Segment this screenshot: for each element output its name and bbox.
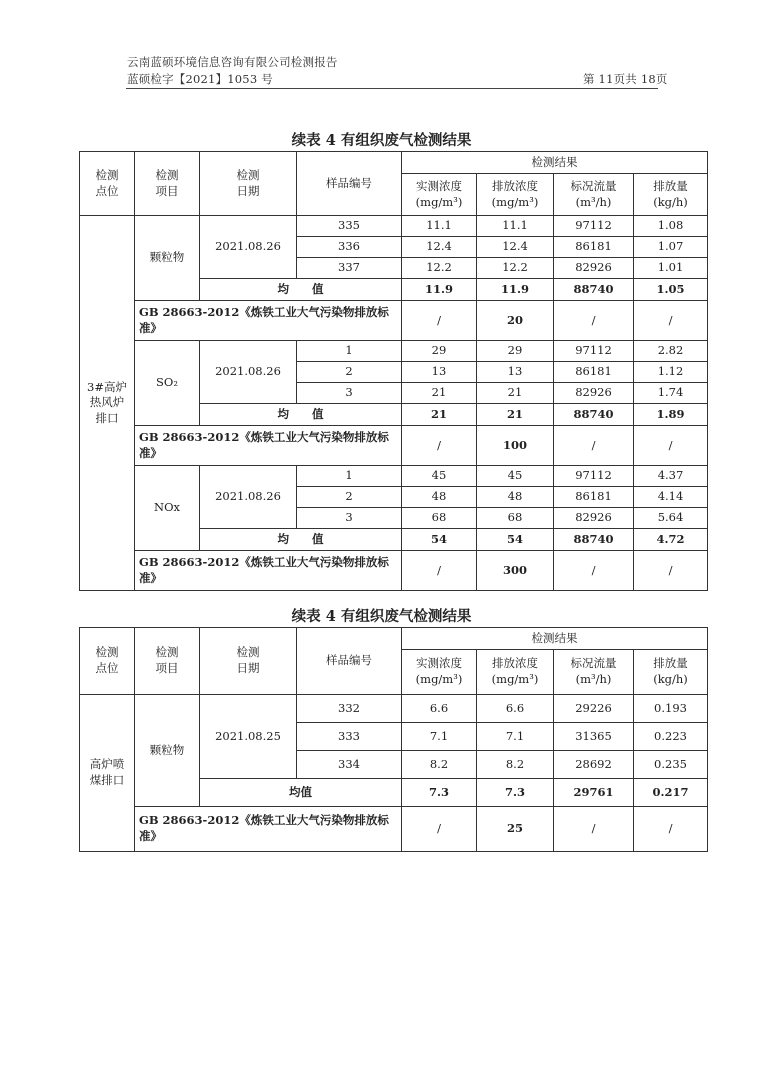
- data-cell: 97112: [554, 341, 634, 362]
- average-label: 均 值: [200, 529, 402, 551]
- table1: [79, 151, 708, 591]
- sample-id: 1: [297, 341, 402, 362]
- data-cell: 97112: [554, 466, 634, 487]
- standard-limit: 25: [477, 807, 554, 852]
- standard-limit: 100: [477, 426, 554, 466]
- date-cell: 2021.08.26: [200, 466, 297, 529]
- data-cell: 1.74: [634, 383, 708, 404]
- col-header-measured-conc: 实测浓度 (mg/m³): [402, 174, 477, 216]
- data-cell: 82926: [554, 383, 634, 404]
- data-cell: 82926: [554, 508, 634, 529]
- table-row: [80, 341, 708, 362]
- data-cell: 1.07: [634, 237, 708, 258]
- data-cell: 12.4: [477, 237, 554, 258]
- standard-cell: /: [554, 426, 634, 466]
- standard-label: GB 28663-2012《炼铁工业大气污染物排放标准》: [135, 426, 402, 466]
- table1-title: 续表 4 有组织废气检测结果: [291, 132, 472, 149]
- page-indicator: 第 11页共 18页: [583, 72, 668, 86]
- sampling-point: 高炉喷 煤排口: [80, 695, 135, 852]
- average-cell: 88740: [554, 529, 634, 551]
- report-number: 蓝硕检字【2021】1053 号: [127, 72, 273, 86]
- data-cell: 8.2: [402, 751, 477, 779]
- data-cell: 11.1: [477, 216, 554, 237]
- standard-limit: 20: [477, 301, 554, 341]
- col-header-sample: 样品编号: [297, 628, 402, 695]
- col-header-sample: 样品编号: [297, 152, 402, 216]
- standard-row: [80, 426, 708, 466]
- data-cell: 48: [402, 487, 477, 508]
- average-cell: 11.9: [477, 279, 554, 301]
- average-cell: 88740: [554, 404, 634, 426]
- sample-id: 332: [297, 695, 402, 723]
- data-cell: 6.6: [402, 695, 477, 723]
- col-header-flow: 标况流量 (m³/h): [554, 174, 634, 216]
- standard-label: GB 28663-2012《炼铁工业大气污染物排放标准》: [135, 807, 402, 852]
- header-rule: [126, 88, 658, 89]
- sample-id: 337: [297, 258, 402, 279]
- data-cell: 29: [402, 341, 477, 362]
- data-cell: 21: [477, 383, 554, 404]
- average-cell: 0.217: [634, 779, 708, 807]
- data-cell: 29226: [554, 695, 634, 723]
- col-header-item: 检测 项目: [135, 628, 200, 695]
- standard-cell: /: [634, 426, 708, 466]
- col-header-emission-rate: 排放量 (kg/h): [634, 174, 708, 216]
- table-row: [80, 466, 708, 487]
- data-cell: 12.4: [402, 237, 477, 258]
- average-cell: 11.9: [402, 279, 477, 301]
- sample-id: 334: [297, 751, 402, 779]
- average-cell: 1.89: [634, 404, 708, 426]
- sample-id: 336: [297, 237, 402, 258]
- data-cell: 7.1: [402, 723, 477, 751]
- standard-cell: /: [402, 301, 477, 341]
- data-cell: 0.235: [634, 751, 708, 779]
- standard-row: [80, 301, 708, 341]
- standard-cell: /: [634, 807, 708, 852]
- standard-limit: 300: [477, 551, 554, 591]
- data-cell: 28692: [554, 751, 634, 779]
- standard-cell: /: [554, 807, 634, 852]
- average-label: 均值: [200, 779, 402, 807]
- data-cell: 12.2: [477, 258, 554, 279]
- data-cell: 86181: [554, 362, 634, 383]
- data-cell: 4.14: [634, 487, 708, 508]
- data-cell: 4.37: [634, 466, 708, 487]
- standard-cell: /: [402, 551, 477, 591]
- standard-cell: /: [554, 301, 634, 341]
- col-header-emission-conc: 排放浓度 (mg/m³): [477, 174, 554, 216]
- average-cell: 88740: [554, 279, 634, 301]
- item-label: SO₂: [135, 341, 200, 426]
- data-cell: 48: [477, 487, 554, 508]
- data-cell: 13: [477, 362, 554, 383]
- data-cell: 0.193: [634, 695, 708, 723]
- sample-id: 1: [297, 466, 402, 487]
- date-cell: 2021.08.26: [200, 341, 297, 404]
- average-cell: 29761: [554, 779, 634, 807]
- sampling-point: 3#高炉 热风炉 排口: [80, 216, 135, 591]
- data-cell: 5.64: [634, 508, 708, 529]
- date-cell: 2021.08.26: [200, 216, 297, 279]
- average-label: 均 值: [200, 279, 402, 301]
- sample-id: 335: [297, 216, 402, 237]
- average-cell: 21: [402, 404, 477, 426]
- col-header-result: 检测结果: [402, 152, 708, 174]
- item-label: 颗粒物: [135, 216, 200, 301]
- data-cell: 29: [477, 341, 554, 362]
- table-row: [80, 695, 708, 723]
- data-cell: 13: [402, 362, 477, 383]
- col-header-item: 检测 项目: [135, 152, 200, 216]
- date-cell: 2021.08.25: [200, 695, 297, 779]
- standard-row: [80, 551, 708, 591]
- standard-cell: /: [634, 301, 708, 341]
- col-header-measured-conc: 实测浓度 (mg/m³): [402, 650, 477, 695]
- data-cell: 7.1: [477, 723, 554, 751]
- data-cell: 0.223: [634, 723, 708, 751]
- average-cell: 4.72: [634, 529, 708, 551]
- data-cell: 12.2: [402, 258, 477, 279]
- col-header-point: 检测 点位: [80, 628, 135, 695]
- sample-id: 2: [297, 362, 402, 383]
- item-label: 颗粒物: [135, 695, 200, 807]
- col-header-flow: 标况流量 (m³/h): [554, 650, 634, 695]
- data-cell: 11.1: [402, 216, 477, 237]
- table2-title: 续表 4 有组织废气检测结果: [291, 608, 472, 625]
- average-cell: 7.3: [402, 779, 477, 807]
- average-cell: 21: [477, 404, 554, 426]
- average-cell: 1.05: [634, 279, 708, 301]
- standard-cell: /: [402, 807, 477, 852]
- average-cell: 54: [402, 529, 477, 551]
- standard-row: [80, 807, 708, 852]
- standard-cell: /: [634, 551, 708, 591]
- data-cell: 21: [402, 383, 477, 404]
- data-cell: 8.2: [477, 751, 554, 779]
- data-cell: 97112: [554, 216, 634, 237]
- data-cell: 1.01: [634, 258, 708, 279]
- data-cell: 31365: [554, 723, 634, 751]
- col-header-emission-rate: 排放量 (kg/h): [634, 650, 708, 695]
- col-header-date: 检测 日期: [200, 152, 297, 216]
- data-cell: 6.6: [477, 695, 554, 723]
- data-cell: 68: [477, 508, 554, 529]
- item-label: NOx: [135, 466, 200, 551]
- col-header-date: 检测 日期: [200, 628, 297, 695]
- data-cell: 45: [477, 466, 554, 487]
- standard-label: GB 28663-2012《炼铁工业大气污染物排放标准》: [135, 551, 402, 591]
- sample-id: 3: [297, 508, 402, 529]
- standard-cell: /: [554, 551, 634, 591]
- data-cell: 45: [402, 466, 477, 487]
- data-cell: 82926: [554, 258, 634, 279]
- data-cell: 1.08: [634, 216, 708, 237]
- sample-id: 2: [297, 487, 402, 508]
- data-cell: 86181: [554, 237, 634, 258]
- col-header-result: 检测结果: [402, 628, 708, 650]
- average-cell: 54: [477, 529, 554, 551]
- standard-cell: /: [402, 426, 477, 466]
- data-cell: 68: [402, 508, 477, 529]
- sample-id: 333: [297, 723, 402, 751]
- company-name: 云南蓝硕环境信息咨询有限公司检测报告: [127, 55, 338, 69]
- average-label: 均 值: [200, 404, 402, 426]
- col-header-emission-conc: 排放浓度 (mg/m³): [477, 650, 554, 695]
- sample-id: 3: [297, 383, 402, 404]
- data-cell: 86181: [554, 487, 634, 508]
- col-header-point: 检测 点位: [80, 152, 135, 216]
- table2: [79, 627, 708, 852]
- table-row: [80, 216, 708, 237]
- standard-label: GB 28663-2012《炼铁工业大气污染物排放标准》: [135, 301, 402, 341]
- average-cell: 7.3: [477, 779, 554, 807]
- data-cell: 2.82: [634, 341, 708, 362]
- data-cell: 1.12: [634, 362, 708, 383]
